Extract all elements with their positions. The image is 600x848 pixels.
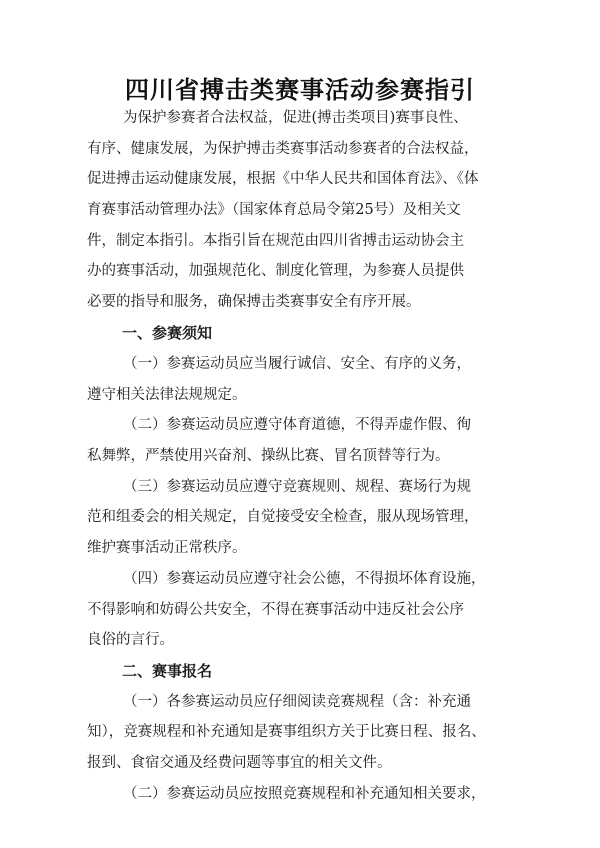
paragraph-line: （四）参赛运动员应遵守社会公德，不得损坏体育设施， [123,571,486,587]
paragraph-line: 不得影响和妨碍公共安全，不得在赛事活动中违反社会公序 [87,602,464,618]
paragraph-line: （三）参赛运动员应遵守竞赛规则、规程、赛场行为规 [123,479,471,495]
paragraph-line: 遵守相关法律法规规定。 [87,387,247,403]
paragraph-line: 育赛事活动管理办法》（国家体育总局令第25号）及相关文 [87,202,461,218]
paragraph-line: 件，制定本指引。本指引旨在规范由四川省搏击运动协会主 [87,233,464,249]
section-heading: 一、参赛须知 [122,324,213,342]
paragraph-line: 有序、健康发展，为保护搏击类赛事活动参赛者的合法权益， [87,141,479,157]
paragraph-line: （一）各参赛运动员应仔细阅读竞赛规程（含：补充通 [123,694,471,710]
paragraph-line: 私舞弊，严禁使用兴奋剂、操纵比赛、冒名顶替等行为。 [87,448,450,464]
paragraph-line: 知），竞赛规程和补充通知是赛事组织方关于比赛日程、报名、 [87,724,486,740]
paragraph-line: （二）参赛运动员应遵守体育道德，不得弄虚作假、徇 [123,417,471,433]
paragraph-line: （二）参赛运动员应按照竞赛规程和补充通知相关要求， [123,786,486,802]
paragraph-line: 必要的指导和服务，确保搏击类赛事安全有序开展。 [87,294,421,310]
page-title: 四川省搏击类赛事活动参赛指引 [125,76,475,104]
paragraph-line: 范和组委会的相关规定，自觉接受安全检查，服从现场管理， [87,509,479,525]
paragraph-line: （一）参赛运动员应当履行诚信、安全、有序的义务， [123,356,471,372]
paragraph-line: 促进搏击运动健康发展，根据《中华人民共和国体育法》、《体 [87,171,479,187]
paragraph-line: 维护赛事活动正常秩序。 [87,540,247,556]
paragraph-line: 办的赛事活动，加强规范化、制度化管理，为参赛人员提供 [87,263,464,279]
paragraph-line: 报到、食宿交通及经费问题等事宜的相关文件。 [87,755,392,771]
paragraph-line: 为保护参赛者合法权益，促进(搏击类项目)赛事良性、 [123,110,468,126]
section-heading: 二、赛事报名 [122,662,213,680]
paragraph-line: 良俗的言行。 [87,632,174,648]
